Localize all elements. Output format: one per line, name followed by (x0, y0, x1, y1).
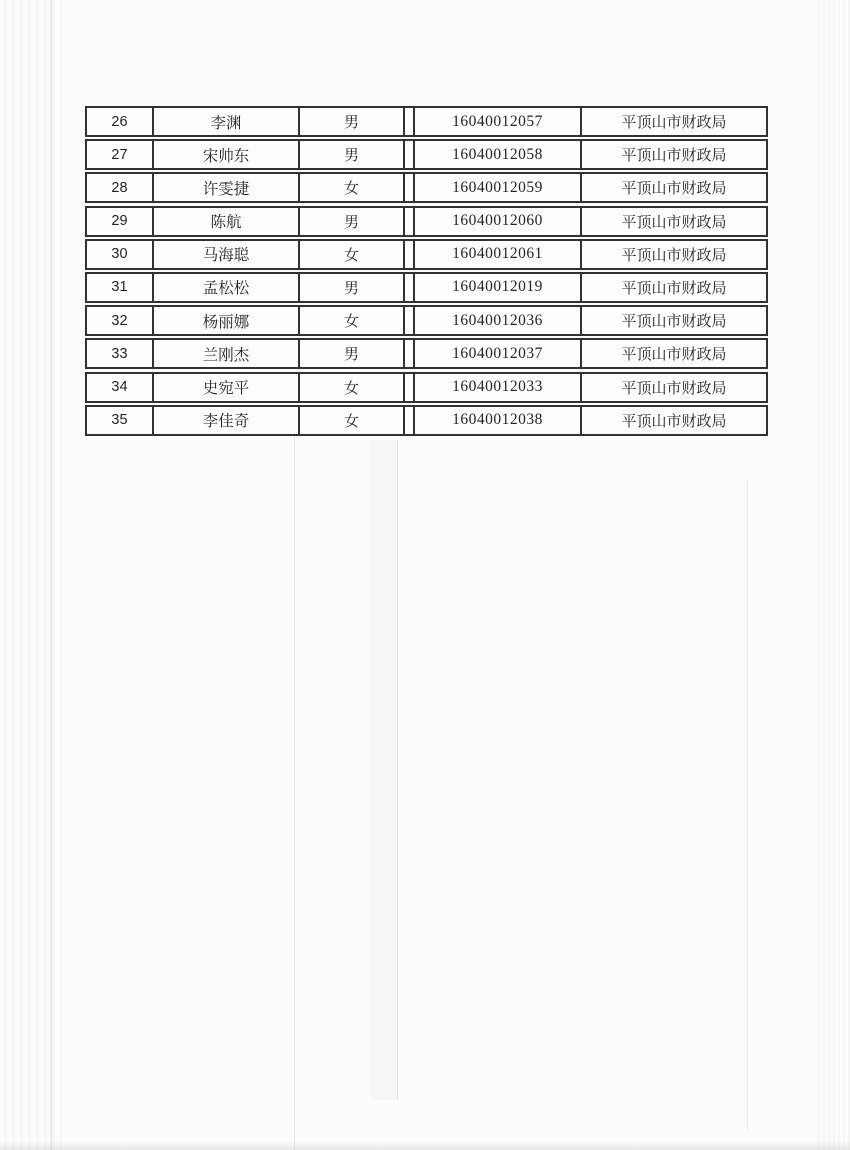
cell-name: 宋帅东 (154, 141, 300, 168)
roster-table (85, 106, 768, 438)
cell-exam-number: 16040012061 (415, 241, 582, 268)
cell-gender: 女 (300, 407, 405, 434)
cell-organization: 平顶山市财政局 (621, 413, 727, 430)
table-row (85, 139, 768, 170)
table-row (85, 338, 768, 369)
cell-organization: 平顶山市财政局 (621, 214, 727, 231)
cell-exam-number: 16040012060 (415, 208, 582, 235)
cell-spacer (405, 374, 415, 401)
table-row (85, 172, 768, 203)
cell-exam-number: 16040012059 (415, 174, 582, 201)
cell-spacer (405, 208, 415, 235)
cell-organization: 平顶山市财政局 (621, 181, 727, 198)
cell-spacer (405, 108, 415, 135)
scan-streak-line (747, 480, 748, 1130)
cell-spacer (405, 241, 415, 268)
cell-name: 史宛平 (154, 374, 300, 401)
cell-name: 孟松松 (154, 274, 300, 301)
cell-organization: 平顶山市财政局 (621, 115, 727, 131)
cell-organization: 平顶山市财政局 (621, 148, 727, 165)
cell-exam-number: 16040012057 (415, 108, 582, 135)
cell-exam-number: 16040012058 (415, 141, 582, 168)
cell-exam-number: 16040012038 (415, 407, 582, 434)
table-row (85, 405, 768, 436)
table-row (85, 305, 768, 336)
cell-index: 26 (87, 108, 154, 135)
cell-gender: 女 (300, 307, 405, 334)
cell-gender: 女 (300, 241, 405, 268)
scan-edge-shadow (0, 1141, 850, 1150)
cell-name: 许雯捷 (154, 174, 300, 201)
cell-organization: 平顶山市财政局 (621, 280, 727, 297)
cell-spacer (405, 340, 415, 367)
cell-index: 31 (87, 274, 154, 301)
cell-index: 33 (87, 340, 154, 367)
cell-index: 29 (87, 208, 154, 235)
cell-index: 35 (87, 407, 154, 434)
scan-streak-line (50, 0, 52, 1150)
scan-grain-right (818, 0, 850, 1150)
scan-shade-band (370, 440, 398, 1100)
cell-index: 28 (87, 174, 154, 201)
cell-name: 马海聪 (154, 241, 300, 268)
table-row (85, 372, 768, 403)
table-row (85, 239, 768, 270)
cell-index: 32 (87, 307, 154, 334)
cell-organization: 平顶山市财政局 (621, 380, 727, 397)
cell-name: 陈航 (154, 208, 300, 235)
cell-organization: 平顶山市财政局 (621, 247, 727, 264)
cell-exam-number: 16040012036 (415, 307, 582, 334)
cell-organization: 平顶山市财政局 (621, 347, 727, 364)
cell-gender: 男 (300, 108, 405, 135)
cell-exam-number: 16040012019 (415, 274, 582, 301)
cell-index: 34 (87, 374, 154, 401)
cell-gender: 男 (300, 340, 405, 367)
table-row (85, 272, 768, 303)
cell-name: 李佳奇 (154, 407, 300, 434)
cell-spacer (405, 307, 415, 334)
cell-gender: 男 (300, 274, 405, 301)
cell-spacer (405, 141, 415, 168)
cell-spacer (405, 274, 415, 301)
cell-gender: 男 (300, 208, 405, 235)
cell-name: 李渊 (154, 108, 300, 135)
cell-organization: 平顶山市财政局 (621, 314, 727, 331)
cell-exam-number: 16040012037 (415, 340, 582, 367)
cell-gender: 女 (300, 374, 405, 401)
cell-gender: 女 (300, 174, 405, 201)
cell-gender: 男 (300, 141, 405, 168)
cell-index: 27 (87, 141, 154, 168)
scan-streaks-left (4, 0, 62, 1150)
cell-name: 兰刚杰 (154, 340, 300, 367)
cell-spacer (405, 174, 415, 201)
table-row (85, 206, 768, 237)
table-row (85, 106, 768, 137)
cell-index: 30 (87, 241, 154, 268)
cell-name: 杨丽娜 (154, 307, 300, 334)
cell-spacer (405, 407, 415, 434)
scan-streak-line (294, 430, 295, 1150)
cell-exam-number: 16040012033 (415, 374, 582, 401)
